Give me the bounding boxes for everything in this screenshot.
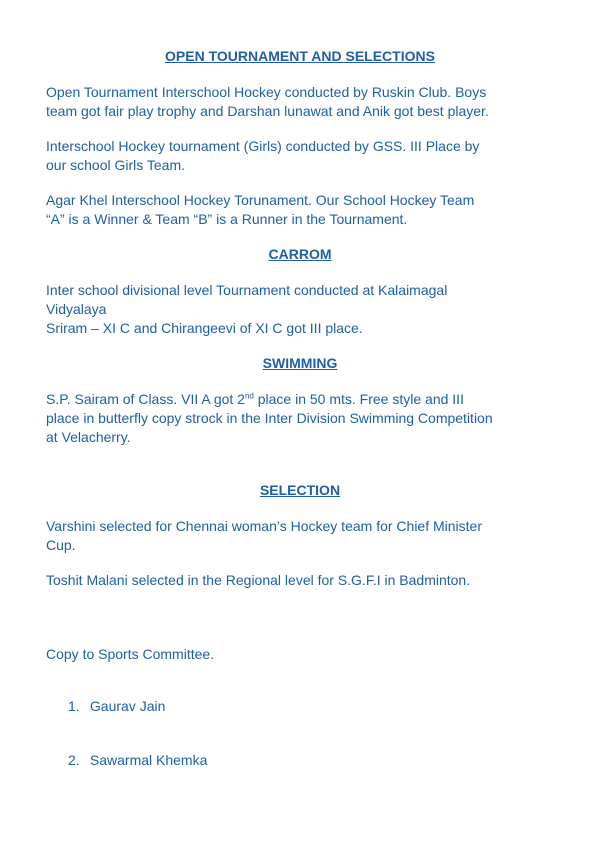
text-line: Agar Khel Interschool Hockey Torunament. Our School Hockey Team: [46, 192, 475, 208]
text-line: Cup.: [46, 537, 76, 553]
text-line: at Velacherry.: [46, 429, 131, 445]
open-paragraph-2: [46, 137, 566, 175]
carrom-paragraph: [46, 281, 566, 338]
recipient-name: Gaurav Jain: [89, 698, 166, 714]
text-fragment: S.P. Sairam of Class. VII A got 2: [46, 391, 245, 407]
selection-paragraph-2: [46, 571, 566, 590]
recipient-name: Sawarmal Khemka: [89, 752, 208, 768]
list-number: 2.: [68, 752, 80, 768]
text-line: Toshit Malani selected in the Regional level for S.G.F.I in Badminton.: [46, 572, 471, 588]
text-line: place in butterfly copy strock in the Inter Division Swimming Competition: [46, 410, 493, 426]
recipient-item: [68, 752, 207, 768]
text-fragment: place in 50 mts. Free style and III: [253, 391, 464, 407]
swimming-heading: SWIMMING: [262, 355, 338, 371]
text-line: Copy to Sports Committee.: [46, 646, 215, 662]
open-paragraph-3: [46, 191, 566, 229]
text-line: Varshini selected for Chennai woman’s Hockey team for Chief Minister: [46, 518, 483, 534]
text-line: Vidyalaya: [46, 301, 107, 317]
text-line: [46, 390, 566, 409]
text-line: Sriram – XI C and Chirangeevi of XI C got III place.: [46, 320, 363, 336]
copy-to-line: [46, 645, 566, 664]
text-line: Interschool Hockey tournament (Girls) conducted by GSS. III Place by: [46, 138, 480, 154]
text-line: team got fair play trophy and Darshan lunawat and Anik got best player.: [46, 103, 489, 119]
text-line: our school Girls Team.: [46, 157, 186, 173]
swimming-paragraph: [46, 390, 566, 447]
selection-paragraph-1: [46, 517, 566, 555]
text-line: Open Tournament Interschool Hockey conducted by Ruskin Club. Boys: [46, 84, 487, 100]
open-tournament-heading: OPEN TOURNAMENT AND SELECTIONS: [165, 48, 435, 64]
ordinal-superscript: nd: [244, 391, 254, 401]
list-number: 1.: [68, 698, 80, 714]
open-paragraph-1: [46, 83, 566, 121]
recipient-item: [68, 698, 165, 714]
carrom-heading: CARROM: [268, 246, 332, 262]
text-line: “A” is a Winner & Team “B” is a Runner in the Tournament.: [46, 211, 408, 227]
selection-heading: SELECTION: [259, 482, 341, 498]
text-line: Inter school divisional level Tournament conducted at Kalaimagal: [46, 282, 448, 298]
